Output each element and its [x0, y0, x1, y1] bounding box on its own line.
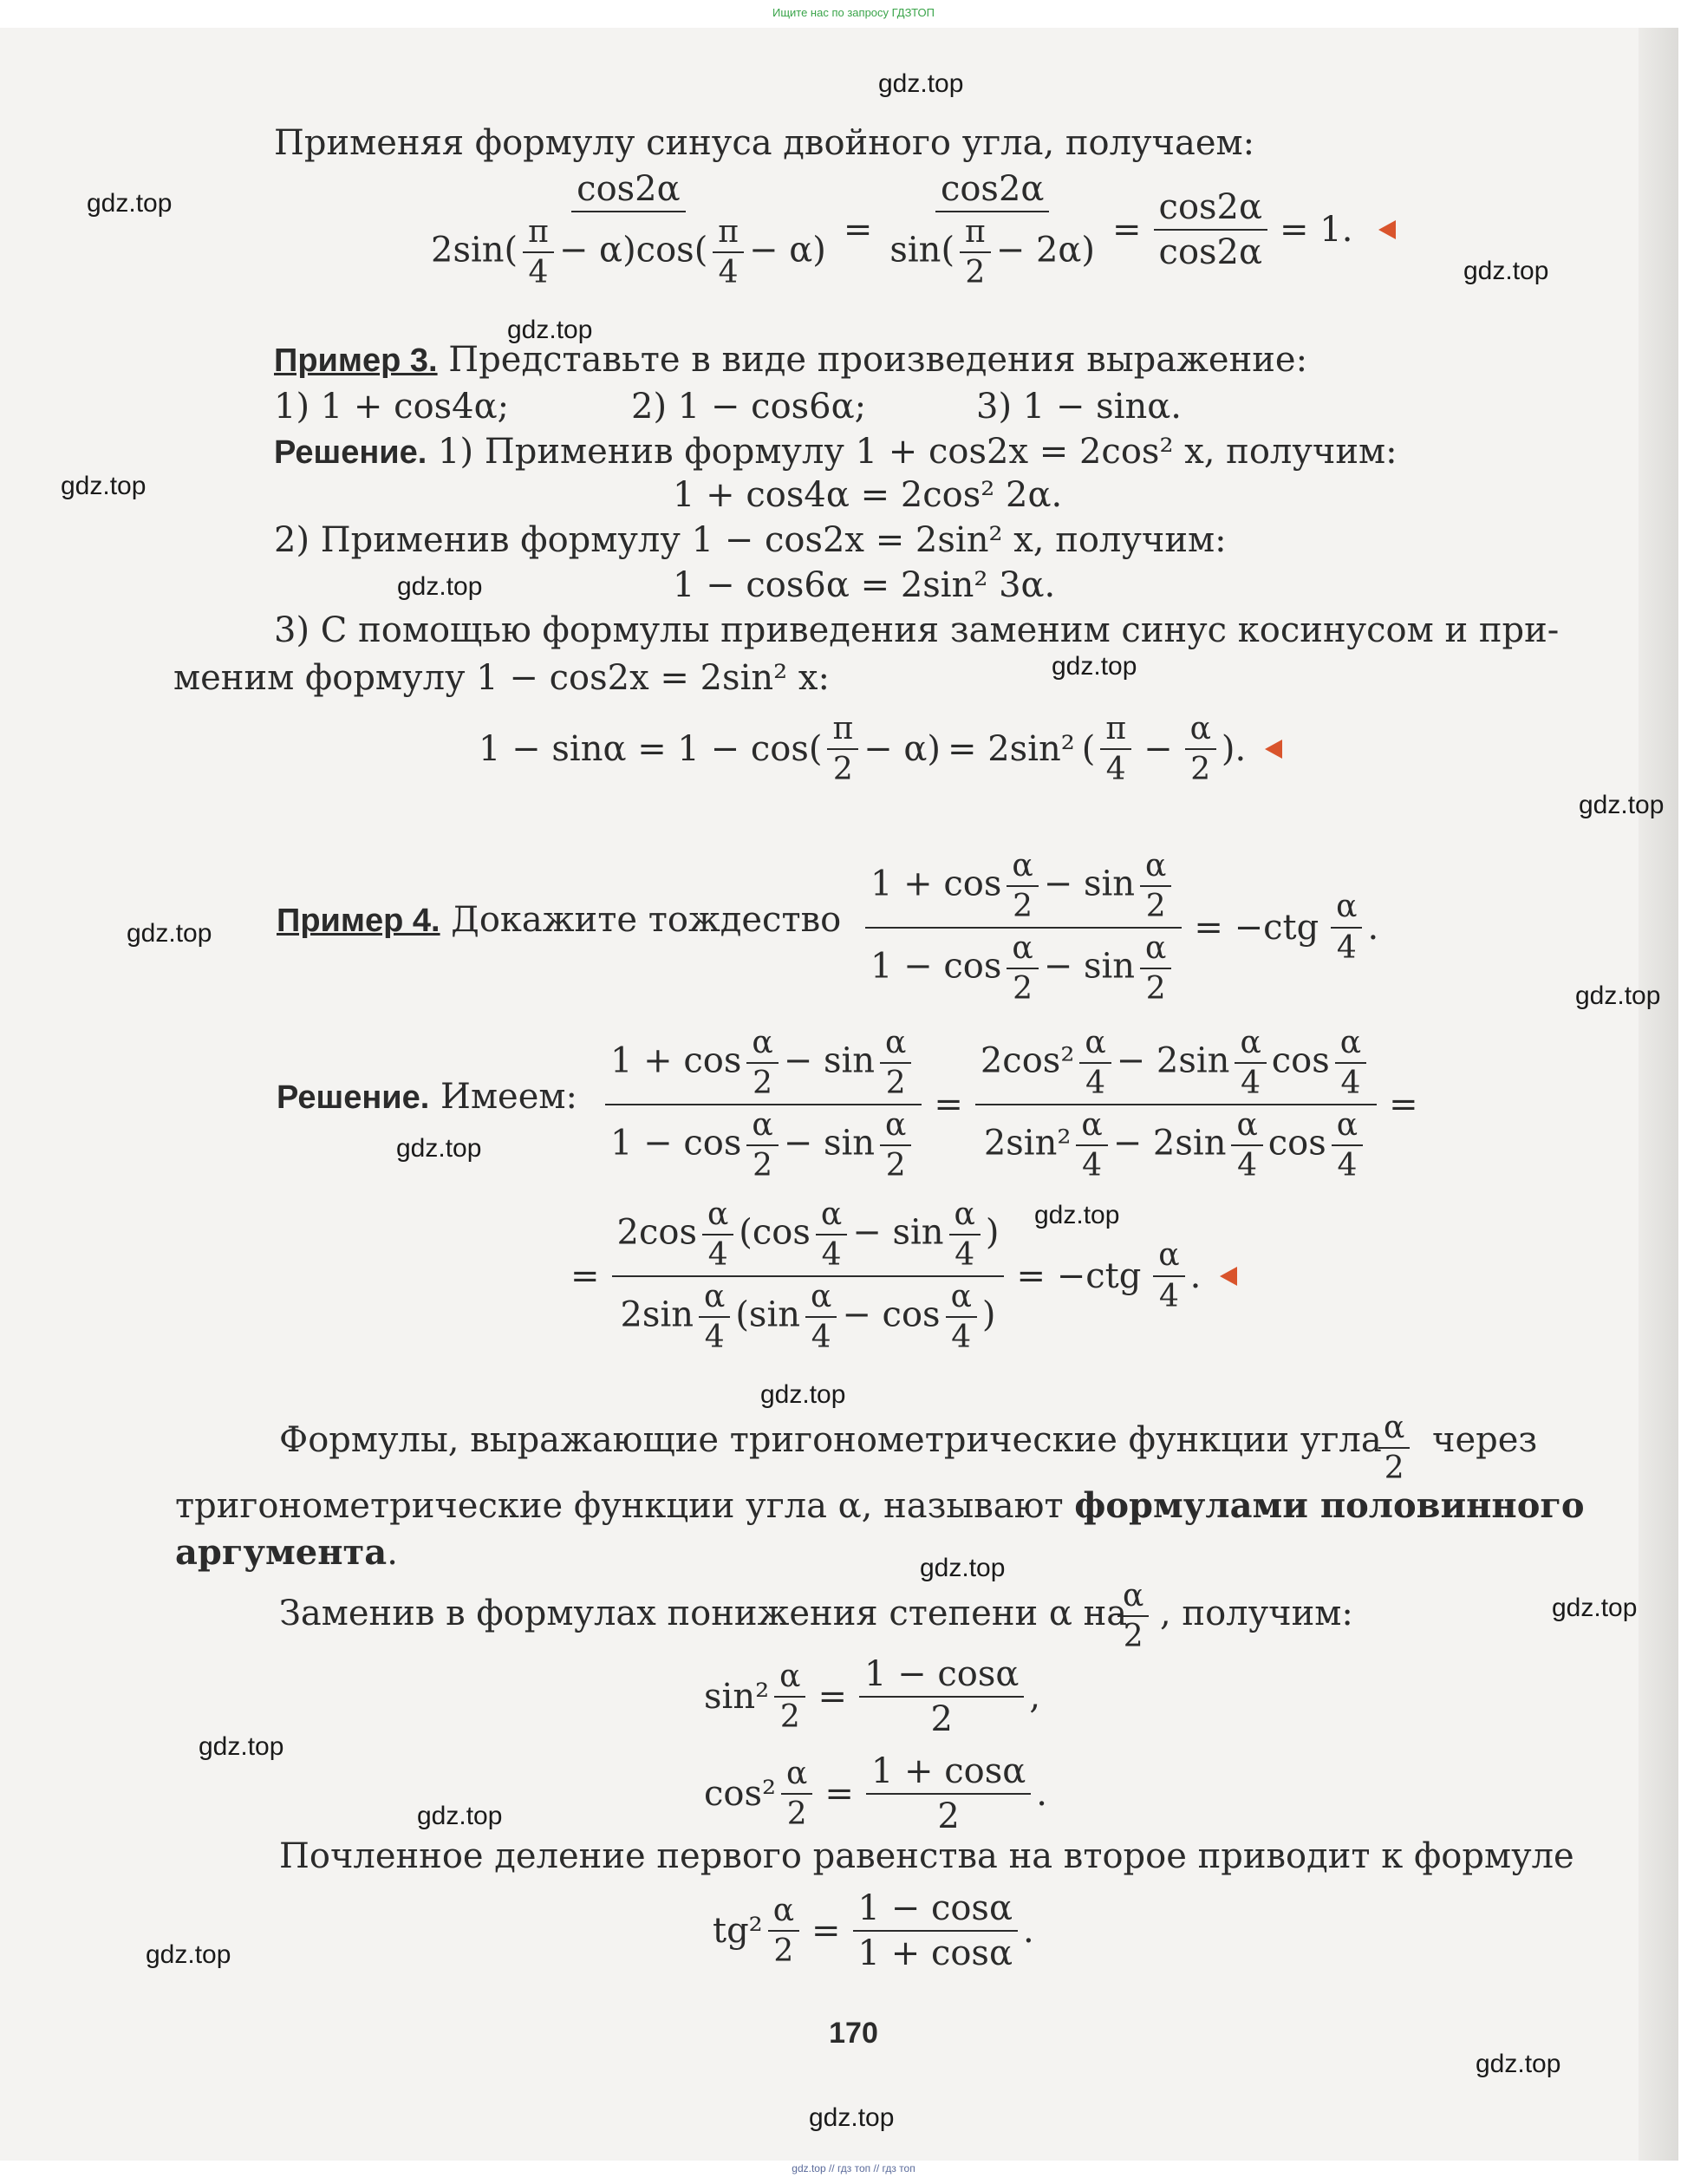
denominator: 2	[965, 255, 986, 291]
example3-heading	[274, 338, 1307, 382]
half-arg-line-2	[175, 1484, 1585, 1528]
denominator: 2	[1013, 889, 1033, 925]
expr-text: ,	[1029, 1677, 1041, 1717]
numerator: α	[1185, 711, 1216, 750]
solution3-line-3a: 3) С помощью формулы приведения заменим синус косинусом и при-	[274, 610, 1560, 650]
numerator: α	[1235, 1025, 1266, 1064]
denominator: cos2α	[1158, 232, 1263, 273]
page-number: 170	[829, 2017, 878, 2050]
expr-text: 1 + cos	[870, 864, 1002, 904]
expr-text: .	[1022, 1911, 1034, 1951]
expr-text: = −ctg	[1194, 907, 1319, 948]
denominator: 4	[1241, 1066, 1261, 1102]
denominator: 4	[704, 1320, 725, 1356]
equals-sign: =	[811, 1911, 841, 1951]
denominator: 2	[786, 1796, 807, 1832]
numerator: α	[1378, 1410, 1410, 1449]
equals-sign: =	[1112, 210, 1142, 251]
expr-text: = 2sin²	[947, 729, 1075, 770]
fraction	[1378, 1410, 1410, 1487]
expr-text: cos	[752, 1212, 811, 1253]
fraction	[1140, 848, 1171, 925]
example4-heading	[277, 898, 841, 942]
denominator: sin( $\frac{\pi}{2}$ − 2α)	[889, 214, 1096, 291]
term-bold: аргумента	[175, 1532, 388, 1573]
numerator: α	[946, 1279, 977, 1318]
fraction	[1154, 187, 1267, 272]
fraction	[1331, 889, 1362, 966]
example3-item-1: 1) 1 + cos4α;	[274, 387, 510, 427]
equals-sign: =	[824, 1774, 854, 1814]
watermark: gdz.top	[1052, 652, 1137, 681]
denominator: 4	[1237, 1148, 1258, 1184]
equals-sign: =	[818, 1677, 847, 1717]
expr-text: cos	[1267, 1123, 1326, 1164]
numerator	[605, 1025, 922, 1105]
denominator: 2sin( $\frac{\pi}{4}$ − α)cos( $\frac{\pi}{4}$ − α)	[431, 214, 826, 291]
numerator: α	[1076, 1107, 1107, 1146]
numerator: α	[781, 1756, 812, 1795]
watermark: gdz.top	[61, 472, 147, 500]
numerator: cos2α	[935, 169, 1049, 212]
expr-text: cos	[635, 230, 694, 271]
fraction	[1185, 711, 1216, 788]
expr-text: − sin	[1043, 946, 1136, 987]
denominator: 2	[1145, 889, 1166, 925]
example3-task: Представьте в виде произведения выражение:	[437, 340, 1308, 380]
fraction	[702, 1196, 733, 1274]
numerator: α	[746, 1025, 778, 1064]
half-arg-line-1: Формулы, выражающие тригонометрические функции угла	[279, 1420, 1382, 1460]
fraction	[1076, 1107, 1107, 1184]
equation-solution4-step1	[600, 1025, 1425, 1184]
solution3-line-2: 2) Применив формулу 1 − cos2x = 2sin² x, получим:	[274, 520, 1227, 560]
intro-line: Применяя формулу синуса двойного угла, получаем:	[274, 123, 1255, 163]
denominator: 2	[1145, 971, 1166, 1007]
denominator: 2	[753, 1148, 773, 1184]
fraction	[746, 1025, 778, 1102]
solution3-line-1	[274, 430, 1398, 474]
numerator: α	[880, 1107, 911, 1146]
fraction	[853, 1888, 1018, 1973]
denominator: 4	[811, 1320, 831, 1356]
example4-label: Пример 4.	[277, 903, 440, 939]
fraction	[426, 169, 831, 291]
numerator: α	[1007, 848, 1038, 887]
example3-label: Пример 3.	[274, 342, 438, 379]
fraction	[946, 1279, 977, 1356]
denominator: 1 + cosα	[857, 1933, 1013, 1973]
end-of-proof-marker-icon	[1265, 740, 1282, 759]
denominator: 2	[885, 1066, 906, 1102]
watermark: gdz.top	[417, 1802, 503, 1830]
numerator: α	[1331, 889, 1362, 928]
numerator: α	[768, 1893, 799, 1932]
fraction	[523, 214, 554, 291]
numerator: α	[1117, 1578, 1149, 1617]
fraction	[1335, 1025, 1366, 1102]
expr-text: cos	[1271, 1040, 1330, 1081]
fraction	[713, 214, 744, 291]
denominator: 2	[753, 1066, 773, 1102]
equation-sin-reduction: 1 − sinα = 1 − cos ( $\frac{\pi}{2}$ − α ) = 2sin² ( $\frac{\pi}{4}$ − $\frac{\alpha}{2}$ ) .	[479, 711, 1282, 788]
solution3-part1: 1) Применив формулу 1 + cos2x = 2cos² x, получим:	[427, 432, 1398, 472]
expr-text: .	[1235, 729, 1247, 770]
watermark: gdz.top	[199, 1732, 284, 1761]
watermark: gdz.top	[878, 69, 964, 98]
top-ad-banner[interactable]: Ищите нас по запросу ГДЗТОП	[772, 6, 935, 19]
fraction	[975, 1025, 1377, 1184]
numerator: α	[1140, 930, 1171, 969]
expr-text: − sin	[1043, 864, 1136, 904]
expr-text: − α	[558, 230, 623, 271]
end-of-proof-marker-icon	[1220, 1267, 1237, 1286]
expr-text: 1 + cos	[610, 1040, 742, 1081]
expr-text: − sin	[783, 1123, 876, 1164]
equals-sign: =	[934, 1084, 963, 1125]
expr-text: = −ctg	[1016, 1255, 1142, 1296]
inline-alpha-over-2	[1373, 1410, 1415, 1487]
expr-text: − α	[748, 230, 813, 271]
expr-text: 2sin²	[983, 1123, 1072, 1164]
numerator: π	[960, 214, 991, 253]
fraction	[1100, 711, 1131, 788]
fraction	[1235, 1025, 1266, 1102]
expr-text: 2sin	[620, 1294, 694, 1335]
expr-text: 1 − cos	[870, 946, 1002, 987]
numerator: π	[827, 711, 858, 750]
numerator: α	[1140, 848, 1171, 887]
expr-text: − 2α	[995, 230, 1082, 271]
denominator: 2	[1384, 1451, 1404, 1487]
numerator: α	[1153, 1237, 1184, 1276]
watermark: gdz.top	[396, 1134, 482, 1163]
expr-text: sin²	[704, 1677, 770, 1717]
denominator: 4	[951, 1320, 972, 1356]
numerator: α	[1332, 1107, 1363, 1146]
watermark: gdz.top	[760, 1380, 846, 1409]
watermark: gdz.top	[1476, 2050, 1561, 2078]
denominator	[605, 1105, 922, 1184]
denominator: 4	[1085, 1066, 1105, 1102]
fraction	[1007, 930, 1038, 1007]
fraction	[699, 1279, 730, 1356]
equals-sign: =	[570, 1255, 600, 1296]
denominator: 4	[1337, 1148, 1358, 1184]
half-arg-text: тригонометрические функции угла α, называют	[175, 1486, 1075, 1526]
numerator: π	[713, 214, 744, 253]
expr-text: − 2sin	[1112, 1123, 1227, 1164]
numerator: α	[699, 1279, 730, 1318]
denominator: 2	[832, 752, 853, 788]
solution3-result-1: 1 + cos4α = 2cos² 2α.	[673, 475, 1063, 515]
solution4-heading	[277, 1075, 577, 1119]
formula-tg-half	[713, 1888, 1034, 1973]
denominator: 4	[1082, 1148, 1102, 1184]
denominator	[979, 1105, 1373, 1184]
solution-label: Решение.	[274, 434, 427, 471]
numerator: π	[523, 214, 554, 253]
numerator: 1 − cosα	[859, 1654, 1024, 1698]
fraction	[960, 214, 991, 291]
fraction	[865, 848, 1182, 1007]
denominator: 4	[1159, 1278, 1179, 1314]
fraction	[1117, 1578, 1149, 1655]
expr-text: − 2sin	[1116, 1040, 1230, 1081]
watermark: gdz.top	[87, 189, 173, 218]
bottom-ad-banner[interactable]: gdz.top // гдз топ // гдз топ	[792, 2162, 915, 2174]
numerator: α	[774, 1659, 805, 1698]
fraction	[816, 1196, 847, 1274]
formula-sin-half	[704, 1654, 1040, 1739]
solution3-result-2: 1 − cos6α = 2sin² 3α.	[673, 565, 1056, 605]
replace-line-end: , получим:	[1160, 1594, 1353, 1633]
fraction	[612, 1196, 1005, 1356]
denominator: 4	[718, 255, 739, 291]
denominator: 2	[1013, 971, 1033, 1007]
fraction	[880, 1107, 911, 1184]
replace-line: Заменив в формулах понижения степени α на	[279, 1594, 1128, 1633]
denominator: 2	[937, 1796, 960, 1836]
denominator: 4	[1105, 752, 1126, 788]
term-bold: формулами половинного	[1074, 1485, 1585, 1526]
numerator: π	[1100, 711, 1131, 750]
denominator: 4	[821, 1237, 842, 1274]
watermark: gdz.top	[146, 1940, 231, 1969]
fraction	[1332, 1107, 1363, 1184]
numerator: 2cos $\frac{\alpha}{4}$ (cos $\frac{\alpha}{4}$ − sin $\frac{\alpha}{4}$ )	[612, 1196, 1005, 1277]
fraction	[781, 1756, 812, 1833]
half-arg-text: .	[387, 1533, 398, 1573]
denominator: 2sin $\frac{\alpha}{4}$ (sin $\frac{\alpha}{4}$ − cos $\frac{\alpha}{4}$ )	[620, 1278, 996, 1356]
expr-text: 1 − cos	[610, 1123, 742, 1164]
numerator: α	[1231, 1107, 1262, 1146]
numerator: α	[1335, 1025, 1366, 1064]
denominator: 4	[707, 1237, 728, 1274]
denominator: 2	[885, 1148, 906, 1184]
denominator: 2	[773, 1933, 794, 1969]
expr-text: − α	[863, 729, 928, 770]
denominator: 4	[1340, 1066, 1361, 1102]
expr-text: − sin	[852, 1212, 944, 1253]
numerator: α	[880, 1025, 911, 1064]
fraction	[774, 1659, 805, 1736]
half-arg-line-3	[175, 1531, 398, 1574]
expr-text: sin	[748, 1294, 801, 1335]
result-text: = 1.	[1280, 210, 1353, 251]
example3-item-2: 2) 1 − cos6α;	[631, 387, 867, 427]
fraction	[605, 1025, 922, 1184]
denominator: 2	[1190, 752, 1211, 788]
numerator: α	[816, 1196, 847, 1235]
numerator	[865, 848, 1182, 929]
denominator: 4	[1336, 929, 1357, 966]
example3-item-3: 3) 1 − sinα.	[976, 387, 1182, 427]
fraction	[746, 1107, 778, 1184]
equation-double-angle	[420, 169, 1396, 291]
denominator	[865, 929, 1182, 1007]
expr-text: sin	[889, 230, 941, 271]
watermark: gdz.top	[1034, 1201, 1120, 1229]
watermark: gdz.top	[127, 919, 212, 948]
example4-task: Докажите тождество	[440, 900, 842, 940]
expr-text: .	[1189, 1255, 1202, 1296]
watermark: gdz.top	[920, 1554, 1006, 1582]
numerator: α	[805, 1279, 837, 1318]
fraction	[859, 1654, 1024, 1739]
equation-identity	[860, 848, 1378, 1007]
expr-text: − sin	[783, 1040, 876, 1081]
numerator: cos2α	[571, 169, 685, 212]
expr-text: .	[1367, 907, 1379, 948]
watermark: gdz.top	[809, 2103, 895, 2132]
equation-solution4-step2	[564, 1196, 1237, 1356]
numerator: α	[702, 1196, 733, 1235]
equals-sign: =	[1389, 1084, 1418, 1125]
fraction	[1231, 1107, 1262, 1184]
fraction	[827, 711, 858, 788]
solution4-label: Решение.	[277, 1079, 430, 1116]
fraction	[768, 1893, 799, 1970]
numerator: α	[746, 1107, 778, 1146]
numerator: α	[1079, 1025, 1111, 1064]
fraction	[1140, 930, 1171, 1007]
end-of-proof-marker-icon	[1378, 220, 1396, 239]
expr-text: − cos	[842, 1294, 941, 1335]
watermark: gdz.top	[1579, 791, 1665, 819]
solution4-text: Имеем:	[429, 1077, 577, 1117]
denominator: 2	[930, 1699, 953, 1739]
numerator: α	[949, 1196, 981, 1235]
fraction	[1153, 1237, 1184, 1314]
expr-text: cos²	[704, 1774, 777, 1814]
fraction	[880, 1025, 911, 1102]
solution3-line-3b: меним формулу 1 − cos2x = 2sin² x:	[173, 658, 830, 698]
division-line: Почленное деление первого равенства на второе приводит к формуле	[279, 1836, 1574, 1876]
watermark: gdz.top	[507, 316, 593, 344]
expr-text: 2cos	[616, 1212, 697, 1253]
fraction	[884, 169, 1100, 291]
page-binding-shadow	[1639, 28, 1678, 2161]
half-arg-line-1-end: через	[1432, 1420, 1538, 1460]
watermark: gdz.top	[1575, 981, 1661, 1010]
equals-sign: =	[843, 210, 873, 251]
watermark: gdz.top	[397, 572, 483, 601]
numerator	[975, 1025, 1377, 1105]
numerator: α	[1007, 930, 1038, 969]
denominator: 2	[1123, 1619, 1143, 1655]
fraction	[949, 1196, 981, 1274]
expr-text: 2sin	[431, 230, 505, 271]
expr-text: 1 − sinα = 1 − cos	[479, 729, 809, 770]
fraction	[805, 1279, 837, 1356]
inline-alpha-over-2	[1112, 1578, 1154, 1655]
fraction	[866, 1751, 1031, 1836]
watermark: gdz.top	[1463, 257, 1549, 285]
expr-text: .	[1036, 1774, 1048, 1814]
expr-text: 2cos²	[980, 1040, 1075, 1081]
fraction	[1007, 848, 1038, 925]
formula-cos-half	[704, 1751, 1047, 1836]
denominator: 4	[528, 255, 549, 291]
numerator: 1 + cosα	[866, 1751, 1031, 1795]
denominator: 4	[954, 1237, 975, 1274]
expr-text: tg²	[713, 1911, 763, 1951]
watermark: gdz.top	[1552, 1594, 1638, 1622]
numerator: 1 − cosα	[853, 1888, 1018, 1932]
numerator: cos2α	[1154, 187, 1267, 231]
denominator: 2	[779, 1699, 800, 1735]
fraction	[1079, 1025, 1111, 1102]
